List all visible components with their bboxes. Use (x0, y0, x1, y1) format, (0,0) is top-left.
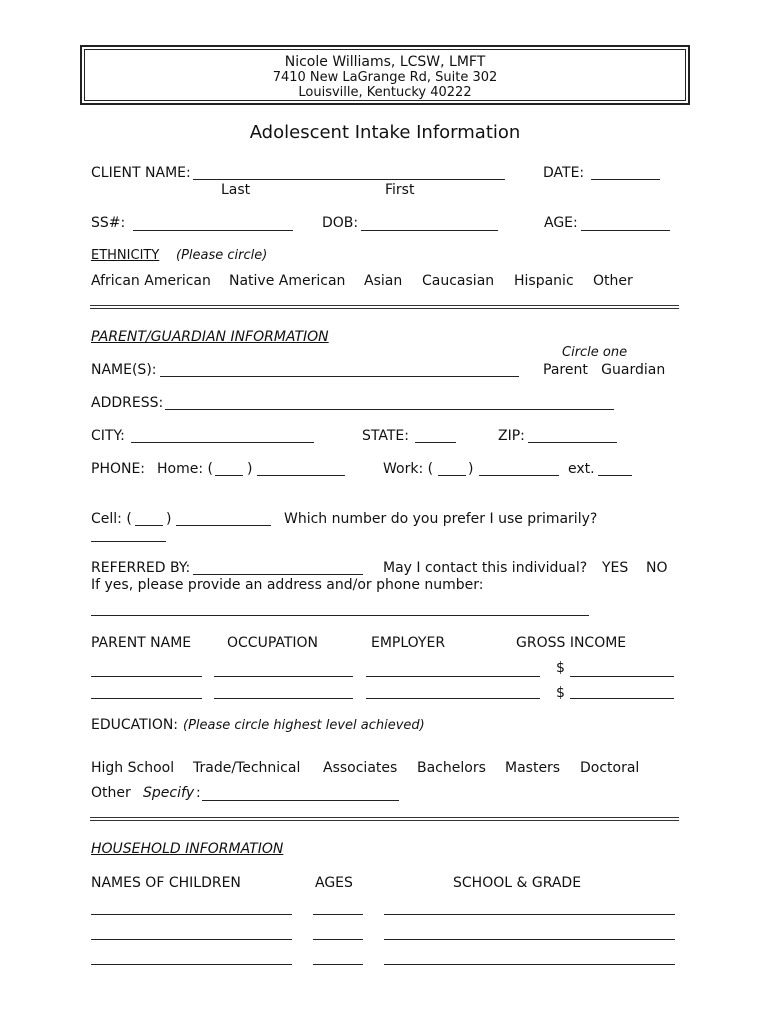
col-school-grade: SCHOOL & GRADE (453, 875, 582, 891)
last-name-caption: Last (221, 182, 251, 198)
ethnicity-label: ETHNICITY (91, 248, 160, 263)
cell-area-code-field[interactable] (135, 525, 163, 526)
child-school-field-1[interactable] (384, 914, 675, 915)
occupation-field-2[interactable] (214, 698, 353, 699)
city-label: CITY: (91, 428, 125, 444)
education-specify-field[interactable] (202, 800, 399, 801)
col-parent-name: PARENT NAME (91, 635, 192, 651)
gross-income-field-1[interactable] (570, 676, 674, 677)
ss-label: SS#: (91, 215, 126, 231)
form-title: Adolescent Intake Information (249, 122, 521, 143)
work-paren: ) (468, 461, 474, 477)
practice-address-line1: 7410 New LaGrange Rd, Suite 302 (272, 70, 498, 85)
employer-field-1[interactable] (366, 676, 540, 677)
practitioner-name: Nicole Williams, LCSW, LMFT (284, 54, 486, 70)
referred-by-field[interactable] (193, 574, 363, 575)
ext-field[interactable] (598, 475, 632, 476)
education-label: EDUCATION: (91, 717, 179, 733)
first-name-caption: First (385, 182, 415, 198)
dob-label: DOB: (322, 215, 359, 231)
zip-field[interactable] (528, 442, 617, 443)
if-yes-instruction: If yes, please provide an address and/or phone number: (91, 577, 484, 593)
child-school-field-3[interactable] (384, 964, 675, 965)
state-label: STATE: (362, 428, 409, 444)
child-age-field-3[interactable] (313, 964, 363, 965)
preferred-number-field[interactable] (91, 541, 166, 542)
child-name-field-2[interactable] (91, 939, 292, 940)
parent-guardian-options[interactable]: Parent Guardian (543, 362, 666, 378)
education-option-associates[interactable]: Associates (323, 760, 398, 776)
contact-yes-option[interactable]: YES (602, 560, 629, 576)
age-field[interactable] (581, 230, 670, 231)
state-field[interactable] (415, 442, 456, 443)
education-option-bachelors[interactable]: Bachelors (417, 760, 486, 776)
employer-field-2[interactable] (366, 698, 540, 699)
child-school-field-2[interactable] (384, 939, 675, 940)
col-ages: AGES (315, 875, 353, 891)
date-field[interactable] (591, 179, 660, 180)
household-heading: HOUSEHOLD INFORMATION (91, 841, 284, 857)
ethnicity-option-other[interactable]: Other (593, 273, 633, 289)
parent-names-field[interactable] (160, 376, 519, 377)
referred-by-label: REFERRED BY: (91, 560, 191, 576)
dob-field[interactable] (361, 230, 498, 231)
child-name-field-3[interactable] (91, 964, 292, 965)
ext-label: ext. (568, 461, 595, 477)
practice-address-line2: Louisville, Kentucky 40222 (298, 85, 472, 100)
currency-symbol-2: $ (556, 685, 565, 701)
col-occupation: OCCUPATION (227, 635, 319, 651)
age-label: AGE: (544, 215, 578, 231)
referral-contact-field[interactable] (91, 615, 589, 616)
education-option-masters[interactable]: Masters (505, 760, 561, 776)
home-phone-field[interactable] (257, 475, 345, 476)
child-name-field-1[interactable] (91, 914, 292, 915)
work-area-code-field[interactable] (438, 475, 466, 476)
work-phone-field[interactable] (479, 475, 559, 476)
specify-colon: : (196, 785, 201, 801)
education-hint: (Please circle highest level achieved) (183, 718, 425, 733)
ethnicity-option-african-american[interactable]: African American (91, 273, 211, 289)
phone-label: PHONE: (91, 461, 146, 477)
occupation-field-1[interactable] (214, 676, 353, 677)
col-gross-income: GROSS INCOME (516, 635, 627, 651)
ss-field[interactable] (133, 230, 293, 231)
ethnicity-hint: (Please circle) (176, 248, 268, 263)
contact-no-option[interactable]: NO (646, 560, 668, 576)
address-label: ADDRESS: (91, 395, 164, 411)
home-phone-label: Home: ( (157, 461, 213, 477)
col-names-of-children: NAMES OF CHILDREN (91, 875, 241, 891)
education-option-other[interactable]: Other (91, 785, 131, 801)
cell-phone-label: Cell: ( (91, 511, 132, 527)
child-age-field-2[interactable] (313, 939, 363, 940)
parent-guardian-heading: PARENT/GUARDIAN INFORMATION (91, 329, 329, 345)
home-area-code-field[interactable] (215, 475, 243, 476)
city-field[interactable] (131, 442, 314, 443)
parent-name-field-2[interactable] (91, 698, 202, 699)
preferred-number-question: Which number do you prefer I use primarily? (284, 511, 598, 527)
home-paren: ) (247, 461, 253, 477)
client-name-label: CLIENT NAME: (91, 165, 191, 181)
specify-label: Specify (143, 785, 195, 801)
education-option-high-school[interactable]: High School (91, 760, 175, 776)
date-label: DATE: (543, 165, 585, 181)
cell-paren: ) (166, 511, 172, 527)
parent-name-field-1[interactable] (91, 676, 202, 677)
currency-symbol-1: $ (556, 660, 565, 676)
section-divider (90, 305, 679, 309)
education-option-trade-technical[interactable]: Trade/Technical (193, 760, 301, 776)
ethnicity-option-caucasian[interactable]: Caucasian (422, 273, 495, 289)
col-employer: EMPLOYER (371, 635, 446, 651)
gross-income-field-2[interactable] (570, 698, 674, 699)
parent-names-label: NAME(S): (91, 362, 157, 378)
work-phone-label: Work: ( (383, 461, 434, 477)
ethnicity-option-hispanic[interactable]: Hispanic (514, 273, 574, 289)
cell-phone-field[interactable] (176, 525, 271, 526)
contact-question: May I contact this individual? (383, 560, 588, 576)
zip-label: ZIP: (498, 428, 525, 444)
circle-one-hint: Circle one (562, 345, 628, 360)
client-name-field[interactable] (193, 179, 505, 180)
section-divider (90, 817, 679, 821)
child-age-field-1[interactable] (313, 914, 363, 915)
ethnicity-option-asian[interactable]: Asian (364, 273, 403, 289)
education-option-doctoral[interactable]: Doctoral (580, 760, 640, 776)
address-field[interactable] (165, 409, 614, 410)
ethnicity-option-native-american[interactable]: Native American (229, 273, 346, 289)
